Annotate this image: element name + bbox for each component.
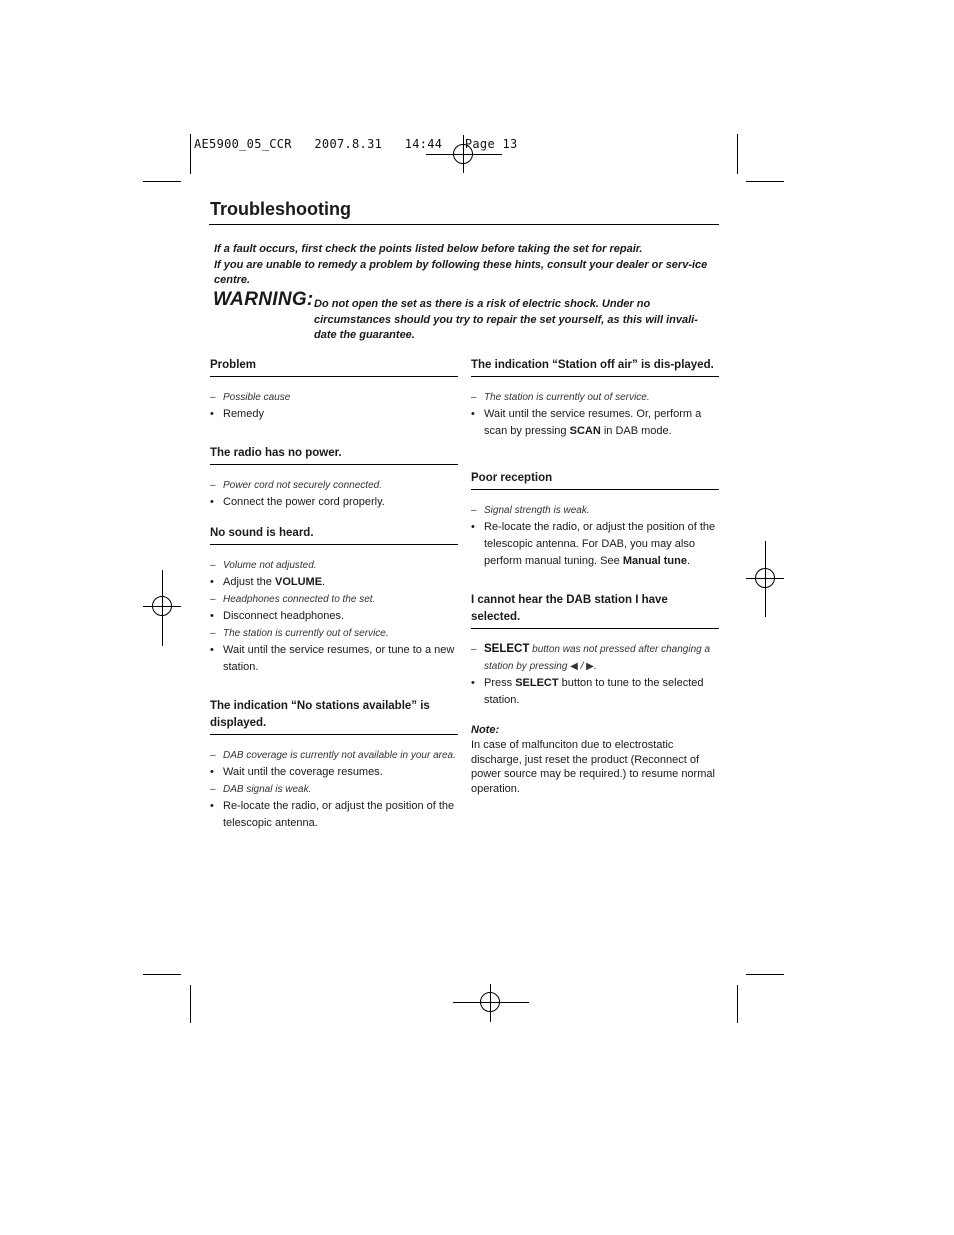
- registration-mark: [152, 596, 172, 616]
- registration-mark: [755, 568, 775, 588]
- remedy-item: [471, 675, 719, 709]
- remedy-item: [471, 519, 719, 570]
- remedy-item: • Disconnect headphones.: [210, 608, 458, 625]
- cause-item: – Volume not adjusted.: [210, 557, 458, 574]
- remedy-text: Wait until the service resumes. Or, perform a scan by pressing: [484, 408, 702, 437]
- crop-mark: [737, 134, 738, 174]
- section-body: [471, 389, 719, 440]
- key-name: SELECT: [515, 677, 559, 689]
- key-name: SELECT: [484, 643, 530, 655]
- cause-item: – DAB signal is weak.: [210, 781, 458, 798]
- right-column: [471, 357, 719, 796]
- intro-line: If you are unable to remedy a problem by following these hints, consult your dealer or serv-ice centre.: [214, 258, 708, 286]
- page-title: Troubleshooting: [210, 199, 351, 219]
- crop-mark: [190, 985, 191, 1023]
- title-rule: [209, 224, 719, 225]
- note-text: In case of malfunciton due to electrostatic discharge, just reset the product (Reconnect of power source may be required.) to resume normal operation.: [471, 739, 715, 795]
- cause-item: – Headphones connected to the set.: [210, 591, 458, 608]
- crop-mark: [143, 974, 181, 975]
- cause-item: – Signal strength is weak.: [471, 502, 719, 519]
- remedy-item: [471, 406, 719, 440]
- remedy-text: in DAB mode.: [600, 425, 672, 437]
- section-body: [210, 389, 458, 423]
- warning-text: Do not open the set as there is a risk of electric shock. Under no circumstances should you try to repair the set yourself, as this will invali-date the guarantee.: [314, 298, 698, 341]
- remedy-text: .: [322, 576, 326, 588]
- section-body: [210, 747, 458, 832]
- remedy-item: • Wait until the service resumes, or tune to a new station.: [210, 642, 458, 676]
- note-title: Note:: [471, 724, 500, 736]
- cause-item: – Power cord not securely connected.: [210, 477, 458, 494]
- crop-mark: [746, 181, 784, 182]
- remedy-item: • Re-locate the radio, or adjust the position of the telescopic antenna.: [210, 798, 458, 832]
- section-heading: The radio has no power.: [210, 445, 458, 465]
- crop-mark: [737, 985, 738, 1023]
- section-heading: I cannot hear the DAB station I have selected.: [471, 592, 719, 629]
- section-heading: The indication “Station off air” is dis-played.: [471, 357, 719, 377]
- section-body: [471, 641, 719, 709]
- left-column: [210, 357, 458, 854]
- section-body: [210, 557, 458, 676]
- cause-item: – The station is currently out of service.: [210, 625, 458, 642]
- section-heading: The indication “No stations available” is displayed.: [210, 698, 458, 735]
- remedy-text: Press: [484, 677, 516, 689]
- print-slug: AE5900_05_CCR 2007.8.31 14:44 Page 13: [194, 137, 518, 151]
- registration-mark: [480, 992, 500, 1012]
- crop-mark: [190, 134, 191, 174]
- section-body: [471, 502, 719, 570]
- crop-mark: [143, 181, 181, 182]
- remedy-text: .: [686, 555, 691, 567]
- remedy-text: Re-locate the radio, or adjust the position of the telescopic antenna. For DAB, you may also perform manual tuning. See: [484, 521, 716, 567]
- remedy-text: button to tune to the selected station.: [484, 677, 704, 706]
- section-heading: Problem: [210, 357, 458, 377]
- intro-text: [214, 242, 719, 289]
- cause-item: – DAB coverage is currently not available in your area.: [210, 747, 458, 764]
- key-name: Manual tune: [622, 555, 687, 567]
- cause-text: button was not pressed after changing a station by pressing ◀ / ▶.: [484, 644, 711, 672]
- remedy-item: • Connect the power cord properly.: [210, 494, 458, 511]
- remedy-text: Adjust the: [223, 576, 275, 588]
- cause-item: – Possible cause: [210, 389, 458, 406]
- crop-mark: [746, 974, 784, 975]
- key-name: SCAN: [569, 425, 601, 437]
- remedy-item: • Wait until the coverage resumes.: [210, 764, 458, 781]
- warning-label: WARNING:: [213, 289, 314, 310]
- section-heading: Poor reception: [471, 470, 719, 490]
- remedy-item: [210, 574, 458, 591]
- cause-item: – The station is currently out of service.: [471, 389, 719, 406]
- section-body: [210, 477, 458, 511]
- remedy-item: • Remedy: [210, 406, 458, 423]
- key-name: VOLUME: [274, 576, 323, 588]
- intro-line: If a fault occurs, first check the points listed below before taking the set for repair.: [214, 243, 643, 255]
- section-heading: No sound is heard.: [210, 525, 458, 545]
- cause-item: [471, 641, 719, 675]
